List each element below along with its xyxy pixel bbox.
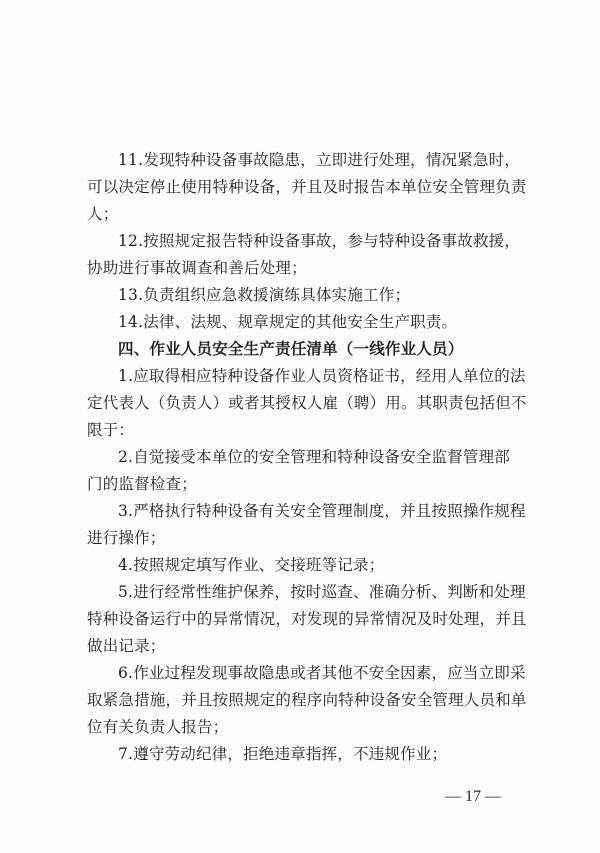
text-line-10: 定代表人（负责人）或者其授权人雇（聘）用。其职责包括但不 [87, 394, 527, 412]
text-line-3: 人； [87, 205, 119, 223]
text-line-22: 位有关负责人报告； [87, 718, 229, 736]
text-line-21: 取紧急措施，并且按照规定的程序向特种设备安全管理人员和单 [87, 691, 527, 709]
text-line-1: 11.发现特种设备事故隐患，立即进行处理，情况紧急时， [118, 151, 521, 169]
text-line-4: 12.按照规定报告特种设备事故，参与特种设备事故救援， [118, 232, 521, 250]
text-line-20: 6.作业过程发现事故隐患或者其他不安全因素，应当立即采 [118, 664, 526, 682]
text-line-2: 可以决定停止使用特种设备，并且及时报告本单位安全管理负责 [87, 178, 527, 196]
text-line-15: 进行操作； [87, 529, 166, 547]
section-heading: 四、作业人员安全生产责任清单（一线作业人员） [118, 340, 464, 358]
text-line-9: 1.应取得相应特种设备作业人员资格证书，经用人单位的法 [118, 367, 526, 385]
text-line-14: 3.严格执行特种设备有关安全管理制度，并且按照操作规程 [118, 502, 526, 520]
text-line-16: 4.按照规定填写作业、交接班等记录； [118, 556, 385, 574]
text-line-12: 2.自觉接受本单位的安全管理和特种设备安全监督管理部 [118, 448, 510, 466]
text-line-17: 5.进行经常性维护保养，按时巡查、准确分析、判断和处理 [118, 583, 526, 601]
page-number: — 17 — [445, 788, 501, 805]
text-line-18: 特种设备运行中的异常情况，对发现的异常情况及时处理，并且 [87, 610, 527, 628]
text-line-11: 限于： [87, 421, 135, 439]
text-line-13: 门的监督检查； [87, 475, 197, 493]
text-line-19: 做出记录； [87, 637, 166, 655]
text-line-23: 7.遵守劳动纪律，拒绝违章指挥，不违规作业； [118, 745, 448, 763]
text-line-5: 协助进行事故调查和善后处理； [87, 259, 307, 277]
text-line-7: 14.法律、法规、规章规定的其他安全生产职责。 [118, 313, 458, 331]
text-line-6: 13.负责组织应急救援演练具体实施工作； [118, 286, 411, 304]
